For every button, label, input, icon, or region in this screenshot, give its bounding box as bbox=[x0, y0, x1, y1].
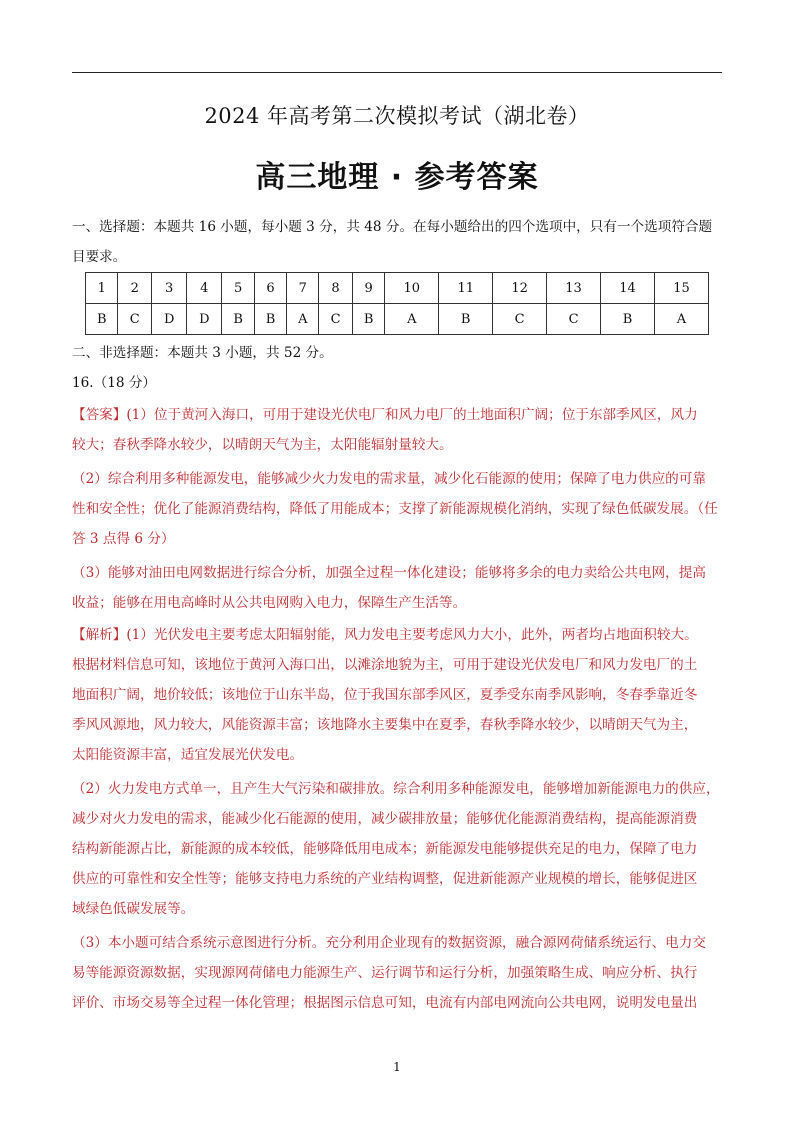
answer-cell: B bbox=[222, 304, 254, 335]
answer-cell: B bbox=[352, 304, 384, 335]
answer-cell: C bbox=[319, 304, 353, 335]
analysis-text: 季风风源地，风力较大，风能资源丰富；该地降水主要集中在夏季，春秋季降水较少，以晴朗天气为主， bbox=[72, 717, 698, 733]
question-number: 10 bbox=[385, 273, 439, 304]
analysis-text: 评价、市场交易等全过程一体化管理；根据图示信息可知，电流有内部电网流向公共电网，说明发电量出 bbox=[72, 995, 698, 1011]
answer-line bbox=[72, 400, 722, 430]
analysis-text: 减少对火力发电的需求，能减少化石能源的使用，减少碳排放量；能够优化能源消费结构，提高能源消费 bbox=[72, 811, 698, 827]
answer-text: （2）综合利用多种能源发电，能够减少火力发电的需求量，减少化石能源的使用；保障了电力供应的可靠 bbox=[72, 471, 706, 487]
answer-cell: C bbox=[547, 304, 601, 335]
answer-table bbox=[85, 272, 709, 335]
answer-cell: C bbox=[118, 304, 152, 335]
header-rule bbox=[72, 72, 722, 73]
answer-cell: B bbox=[601, 304, 655, 335]
question-number: 13 bbox=[547, 273, 601, 304]
answer-cell: B bbox=[439, 304, 493, 335]
exam-title: 2024 年高考第二次模拟考试（湖北卷） bbox=[204, 104, 590, 128]
answer-cell: A bbox=[287, 304, 319, 335]
analysis-text: 根据材料信息可知，该地位于黄河入海口出，以滩涂地貌为主，可用于建设光伏发电厂和风力发电厂的土 bbox=[72, 657, 698, 673]
answer-cell: B bbox=[254, 304, 286, 335]
question-number: 15 bbox=[654, 273, 708, 304]
question-16-label: 16.（18 分） bbox=[72, 375, 157, 391]
analysis-line bbox=[72, 620, 722, 650]
answer-text: (1）位于黄河入海口，可用于建设光伏电厂和风力电厂的土地面积广阔；位于东部季风区，风力 bbox=[126, 407, 698, 423]
question-number: 8 bbox=[319, 273, 353, 304]
question-number: 3 bbox=[152, 273, 187, 304]
question-number: 11 bbox=[439, 273, 493, 304]
question-number: 7 bbox=[287, 273, 319, 304]
answer-cell: C bbox=[493, 304, 547, 335]
analysis-text: (1）光伏发电主要考虑太阳辐射能，风力发电主要考虑风力大小，此外，两者均占地面积较大。 bbox=[126, 627, 698, 643]
answer-text: 性和安全性；优化了能源消费结构，降低了用能成本；支撑了新能源规模化消纳，实现了绿色低碳发展。（任 bbox=[72, 501, 718, 517]
answer-text: 较大；春秋季降水较少，以晴朗天气为主，太阳能辐射量较大。 bbox=[72, 437, 453, 453]
analysis-text: 结构新能源占比，新能源的成本较低，能够降低用电成本；新能源发电能够提供充足的电力，保障了电力 bbox=[72, 841, 698, 857]
question-number: 12 bbox=[493, 273, 547, 304]
analysis-text: 太阳能资源丰富，适宜发展光伏发电。 bbox=[72, 747, 304, 763]
page-number: 1 bbox=[393, 1060, 401, 1074]
answer-tag: 【答案】 bbox=[72, 407, 127, 423]
answer-cell: A bbox=[385, 304, 439, 335]
analysis-text: （2）火力发电方式单一，且产生大气污染和碳排放。综合利用多种能源发电，能够增加新能源电力的供应， bbox=[72, 781, 720, 797]
answer-text: 收益；能够在用电高峰时从公共电网购入电力，保障生产生活等。 bbox=[72, 595, 467, 611]
section2-heading: 二、非选择题：本题共 3 小题，共 52 分。 bbox=[72, 345, 333, 361]
question-number: 5 bbox=[222, 273, 254, 304]
analysis-text: 地面积广阔，地价较低；该地位于山东半岛，位于我国东部季风区，夏季受东南季风影响，冬春季靠近冬 bbox=[72, 687, 698, 703]
answer-cell: B bbox=[86, 304, 118, 335]
question-number: 14 bbox=[601, 273, 655, 304]
answer-row bbox=[86, 304, 709, 335]
analysis-text: 域绿色低碳发展等。 bbox=[72, 901, 195, 917]
answer-text: （3）能够对油田电网数据进行综合分析，加强全过程一体化建设；能够将多余的电力卖给公共电网，提高 bbox=[72, 565, 706, 581]
question-number: 2 bbox=[118, 273, 152, 304]
analysis-text: 供应的可靠性和安全性等；能够支持电力系统的产业结构调整，促进新能源产业规模的增长，能够促进区 bbox=[72, 871, 698, 887]
analysis-text: 易等能源资源数据，实现源网荷储电力能源生产、运行调节和运行分析，加强策略生成、响应分析、执行 bbox=[72, 965, 698, 981]
answer-text: 答 3 点得 6 分） bbox=[72, 531, 175, 547]
page-title: 高三地理 · 参考答案 bbox=[255, 160, 539, 195]
answer-cell: D bbox=[152, 304, 187, 335]
question-number: 1 bbox=[86, 273, 118, 304]
question-number: 9 bbox=[352, 273, 384, 304]
section1-intro: 一、选择题：本题共 16 小题，每小题 3 分，共 48 分。在每小题给出的四个选项中，只有一个选项符合题 bbox=[72, 219, 713, 235]
analysis-tag: 【解析】 bbox=[72, 627, 127, 643]
question-number: 4 bbox=[187, 273, 222, 304]
answer-cell: D bbox=[187, 304, 222, 335]
question-number-row bbox=[86, 273, 709, 304]
analysis-text: （3）本小题可结合系统示意图进行分析。充分利用企业现有的数据资源，融合源网荷储系统运行、电力交 bbox=[72, 935, 706, 951]
section1-intro-cont: 目要求。 bbox=[72, 249, 127, 265]
answer-cell: A bbox=[654, 304, 708, 335]
question-number: 6 bbox=[254, 273, 286, 304]
